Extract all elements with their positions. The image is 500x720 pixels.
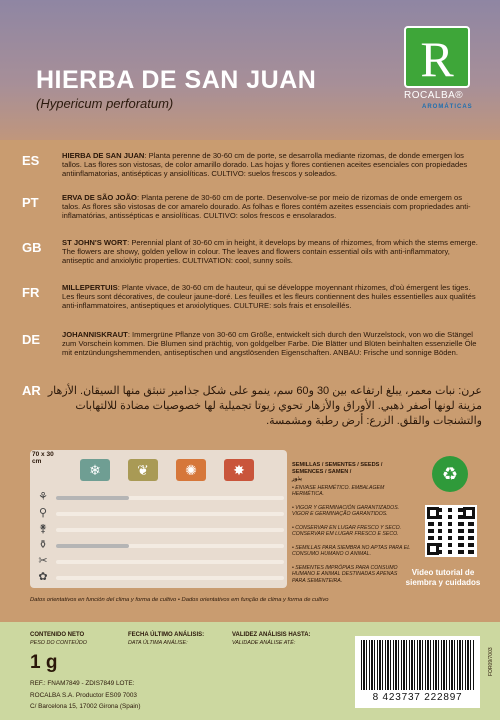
seeds-header: SEMILLAS / SEMENTES / SEEDS / SEMENCES / SAMEN / بذور: [292, 462, 383, 482]
transplant-icon: ⚵: [38, 523, 48, 535]
lang-text: JOHANNISKRAUT: Immergrüne Pflanze von 30-60 cm Größe, entwickelt sich durch den Wurzelstock, von wo die Stängel zum Vorschein kommen. Die Blumen sind prächtig, von goldgelber Farbe. Die Blätter und Blüten beinhalten essenzielle Öle mit entzündungshemmenden, antiseptischen und angstlösenden Eigenschaften. ANBAU: Frische und sonnige Böden.: [62, 330, 477, 357]
lang-code: ES: [22, 153, 40, 168]
logo-letter: R: [420, 31, 454, 87]
brand-tagline: AROMÁTICAS: [422, 104, 473, 110]
footnote: Datos orientativos en función del clima y forma de cultivo • Dados orientativos em função de clima y forma de cultivo: [30, 597, 329, 603]
side-code: FOR09/7003: [488, 647, 494, 676]
calendar-row-bar: [56, 544, 284, 548]
calendar-row-bar: [56, 496, 284, 500]
calendar-row-bar: [56, 528, 284, 532]
net-content-label: CONTENIDO NETO: [30, 632, 85, 638]
analysis-date-label: FECHA ÚLTIMO ANÁLISIS:: [128, 632, 205, 638]
barcode-number: 8 423737 222897: [372, 692, 463, 703]
calendar-row-bar: [56, 576, 284, 580]
flowering-icon: ✿: [38, 571, 48, 583]
calendar-row-bar: [56, 560, 284, 564]
calendar-row-fill: [56, 496, 129, 500]
product-title: HIERBA DE SAN JUAN: [36, 66, 317, 94]
lang-code: PT: [22, 195, 39, 210]
reference-code: REF.: FNAM7849 - ZDIS7849 LOTE:: [30, 680, 135, 687]
company-name: ROCALBA S.A. Productor ES09 7003: [30, 692, 137, 699]
spacing-label: 70 x 30 cm: [32, 451, 54, 465]
product-latin-name: (Hypericum perforatum): [36, 96, 174, 111]
calendar-row-fill: [56, 544, 129, 548]
seeds-info-item: • VIGOR Y GERMINACIÓN GARANTIZADOS. VIGOR E GERMINAÇÃO GARANTIDOS.: [292, 505, 400, 518]
lang-code: FR: [22, 285, 40, 300]
sowing-icon: ⚘: [38, 491, 48, 503]
seeds-info-item: • SEMENTES IMPRÓPIAS PARA CONSUMO HUMANO E ANIMAL DESTINADAS APENAS PARA SEMENTEIRA.: [292, 565, 398, 584]
lang-text: ST JOHN'S WORT: Perennial plant of 30-60 cm in height, it develops by means of rhizomes, from which the stems emerge. The flowers are showy, golden yellow in colour. The leaves and flowers contain essential oils with anti-inflammatory, antiseptic and anxiolytic properties. CULTIVATION: cool, sunny soils.: [62, 238, 478, 265]
lang-text: HIERBA DE SAN JUAN: Planta perenne de 30-60 cm de porte, se desarrolla mediante rizomas, de donde emergen los tallos. Las flores son vistosas, de color amarillo dorado. Las hojas y flores contienen aceites esenciales con propiedades antiinflamatorias, antisépticas y ansiolíticas. CULTIVO: suelos frescos y soleados.: [62, 151, 468, 178]
leaf-icon: ❦: [128, 459, 158, 481]
barcode: [355, 636, 480, 708]
snowflake-icon: ❄: [80, 459, 110, 481]
lang-code: GB: [22, 240, 42, 255]
net-content-sub: PESO DO CONTEÚDO: [30, 640, 87, 646]
video-tutorial-text: Video tutorial de siembra y cuidados: [405, 568, 481, 587]
analysis-validity-label: VALIDEZ ANÁLISIS HASTA:: [232, 632, 311, 638]
seeds-info-item: • CONSERVAR EN LUGAR FRESCO Y SECO. CONSERVAR EM LUGAR FRESCO E SECO.: [292, 525, 402, 538]
sun-icon: ✺: [176, 459, 206, 481]
lang-text: MILLEPERTUIS: Plante vivace, de 30-60 cm de hauteur, qui se développe moyennant rhizomes, d'où émergent les tiges. Les fleurs sont décoratives, de couleur jaune-doré. Les feuilles et les fleurs contiennent des huiles essentielles aux qualités anti-inflammatoires, antiseptiques et anxiolytiques. CULTURE: sols frais et ensoleillés.: [62, 283, 476, 310]
seeds-info-item: • ENVASE HERMÉTICO. EMBALAGEM HERMÉTICA.: [292, 485, 385, 498]
net-weight: 1 g: [30, 652, 58, 673]
analysis-validity-sub: VALIDADE ANÁLISE ATÉ:: [232, 640, 296, 646]
pot-icon: ⚱: [38, 539, 48, 551]
harvest-icon: ✂: [38, 555, 48, 567]
lang-text: ERVA DE SÃO JOÃO: Planta perene de 30-60 cm de porte. Desenvolve-se por meio de rizomas de onde emergem os talos. As flores são vistosas de cor amarelo dourado. As folhas e flores contém azeites essenciais com propriedades anti-inflamatórias, antissépticas e ansiolíticas. CULTIVO: solos frescos e ensolarados.: [62, 193, 471, 220]
arabic-text: عرن: نبات معمر، يبلغ ارتفاعه بين 30 و60 سم، ينمو على شكل جذامير تنبثق منها السيقان. الأزهار مزينة لونها أصفر ذهبي. الأوراق والأزهار تحوي زيوتا تجميلية لها خصوصيات مضادة للالتهابات والتشنجات والقلق. الزرع: أرض رطبة ومشمسة.: [47, 385, 482, 427]
calendar-row-bar: [56, 512, 284, 516]
brand-logo: [404, 26, 484, 118]
seeds-info-item: • SEMILLAS PARA SIEMBRA NO APTAS PARA EL CONSUMO HUMANO O ANIMAL.: [292, 545, 410, 558]
logo-box: [404, 26, 470, 88]
green-dot-recycling-icon: ♻: [432, 456, 468, 492]
lang-code: DE: [22, 332, 41, 347]
seedbed-icon: ⚲: [38, 507, 48, 519]
analysis-date-sub: DATA ÚLTIMA ANÁLISE:: [128, 640, 188, 646]
lang-code: AR: [22, 383, 41, 398]
brand-name: ROCALBA®: [404, 90, 464, 101]
barcode-icon: [361, 640, 474, 690]
maple-leaf-icon: ✸: [224, 459, 254, 481]
company-address: C/ Barcelona 15, 17002 Girona (Spain): [30, 703, 141, 710]
qr-code-icon[interactable]: [425, 505, 477, 557]
